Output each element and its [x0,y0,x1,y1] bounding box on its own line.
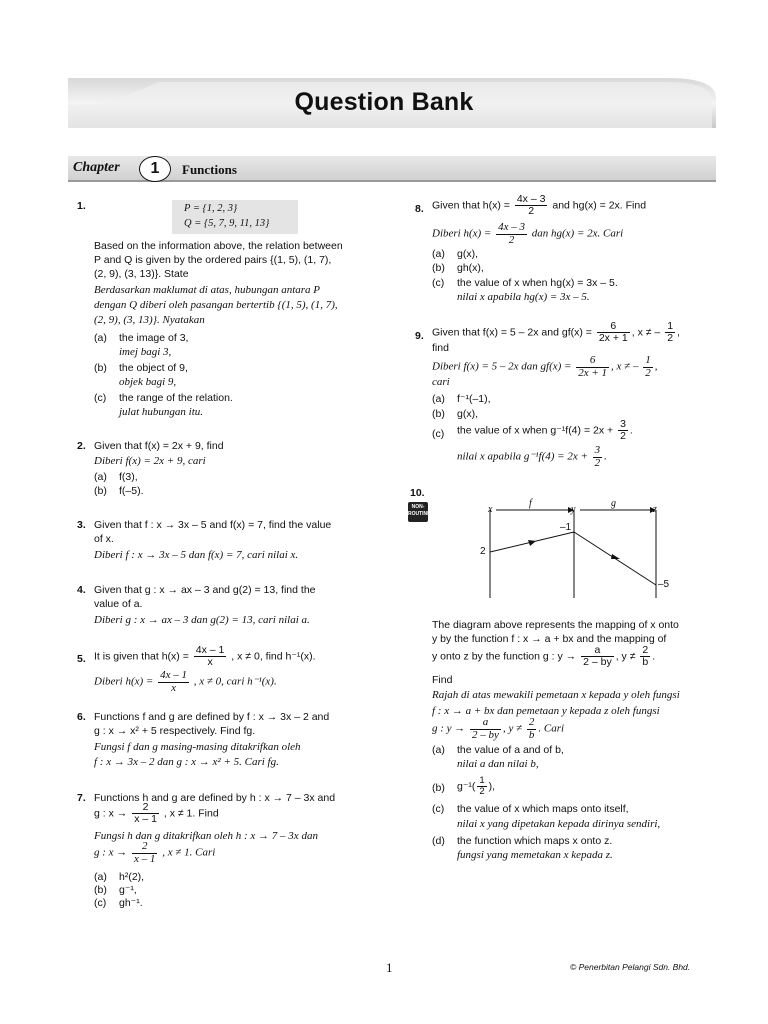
q1-text: (2, 9), (3, 13)}. State [94,268,189,280]
fraction-denominator: 2 [620,430,626,443]
part-label: (b) [432,782,445,794]
chapter-number: 1 [139,156,171,182]
part-text: g⁻¹, [119,884,137,896]
q10-text-ms: f : x → a + bx dan pemetaan y kepada z oleh fungsi [432,705,660,717]
q7-text-ms: Fungsi h dan g ditakrifkan oleh h : x → 7 – 3x dan [94,830,318,842]
fraction-numerator: 1 [645,354,651,366]
diagram-label-g: g [611,498,616,509]
diagram-label-x: x [488,504,493,515]
q10-ms-mid: , y ≠ [502,722,523,735]
part-ms-post: . [604,450,607,463]
mapping-diagram [470,496,690,602]
page-title: Question Bank [294,88,474,116]
question-number: 5. [77,653,86,665]
part-label: (b) [94,362,107,374]
q6-text-ms: Fungsi f dan g masing-masing ditakrifkan oleh [94,741,301,753]
part-text: h²(2), [119,871,145,883]
part-text-pre: g⁻¹( [457,780,476,793]
fraction [194,645,227,668]
part-text-pre: the value of x when g⁻¹f(4) = 2x + [457,424,614,437]
part-text-ms: nilai x apabila hg(x) = 3x – 5. [457,291,590,303]
q7-text: Functions h and g are defined by h : x → 7 – 3x and [94,792,336,804]
q1-text-ms: (2, 9), (3, 13)}. Nyatakan [94,314,205,326]
q4-text: Given that g : x → ax – 3 and g(2) = 13, find the [94,584,316,596]
q7-ms-post: , x ≠ 1. Cari [162,846,216,859]
q10-text: y by the function f : x → a + bx and the mapping of [432,633,667,645]
q8-text-ms [432,222,623,246]
part-text-post: . [629,424,633,437]
fraction [618,419,628,442]
q8-text-post: and hg(x) = 2x. Find [552,199,647,212]
fraction-denominator: b [528,728,535,741]
part-text-ms: fungsi yang memetakan x kepada z. [457,849,613,861]
q2-text-ms: Diberi f(x) = 2x + 9, cari [94,455,206,467]
fraction-denominator: b [642,656,649,669]
part-text [457,419,633,442]
q8-ms-post: dan hg(x) = 2x. Cari [531,227,624,240]
fraction-numerator: 2 [528,716,535,728]
q8-text [432,194,646,217]
part-text: the value of x when hg(x) = 3x – 5. [457,277,618,289]
part-text: g(x), [457,248,478,260]
q3-text-ms: Diberi f : x → 3x – 5 dan f(x) = 7, cari nilai x. [94,549,299,561]
q4-text: value of a. [94,598,143,610]
part-text-post: ), [488,780,496,793]
fraction-numerator: 4x – 1 [195,644,225,656]
fraction-numerator: 4x – 3 [516,193,546,205]
part-label: (b) [94,884,107,896]
q5-text [94,645,316,668]
q9-text-post: , [677,326,680,339]
q7-text-post: , x ≠ 1. Find [163,807,219,820]
q10-text-mid: , y ≠ [615,650,636,663]
fraction-numerator: 1 [667,320,674,332]
question-number: 7. [77,792,86,804]
part-text-ms [457,445,607,469]
question-number: 4. [77,584,86,596]
set-q: Q = {5, 7, 9, 11, 13} [184,218,270,229]
fraction [593,445,603,469]
part-text-ms: nilai x yang dipetakan kepada dirinya sendiri, [457,818,661,830]
q5-text-ms [94,670,277,694]
part-text: the image of 3, [119,332,189,344]
part-text: gh(x), [457,262,484,274]
diagram-value-2: 2 [480,546,486,557]
diagram-label-f: f [529,498,532,509]
q3-text: of x. [94,533,114,545]
q5-text-pre: It is given that h(x) = [94,650,189,663]
fraction-denominator: 2 [645,366,651,379]
part-text: the range of the relation. [119,392,233,404]
fraction-denominator: 2 – by [583,656,612,669]
q5-ms-post: , x ≠ 0, cari h⁻¹(x). [193,675,277,688]
part-label: (c) [94,392,107,404]
fraction-denominator: 2x + 1 [598,332,628,345]
question-number: 9. [415,330,424,342]
part-label: (a) [94,471,107,483]
q9-ms-pre: Diberi f(x) = 5 – 2x dan gf(x) = [432,360,572,373]
q9-text-pre: Given that f(x) = 5 – 2x and gf(x) = [432,326,592,339]
q9-text [432,321,680,344]
question-number: 8. [415,203,424,215]
fraction [515,194,548,217]
fraction-denominator: 2x + 1 [578,366,608,379]
diagram-value-minus5: –5 [658,579,670,590]
fraction-denominator: 2 [508,233,515,246]
q10-text-ms: Rajah di atas mewakili pemetaan x kepada y oleh fungsi [432,689,680,701]
q9-text: find [432,342,449,354]
q7-text [94,802,219,825]
fraction [132,841,157,865]
fraction-numerator: 2 [132,841,157,854]
fraction-denominator: 2 – by [472,728,499,741]
fraction-numerator: 4x – 1 [160,669,187,681]
q1-text-ms: dengan Q diberi oleh pasangan bertertib {(1, 5), (1, 7), [94,299,338,311]
fraction [643,355,653,379]
part-label: (c) [432,803,445,815]
part-text: the function which maps x onto z. [457,835,613,847]
fraction-denominator: 2 [667,332,674,345]
q3-text: Given that f : x → 3x – 5 and f(x) = 7, find the value [94,519,332,531]
fraction [665,321,675,344]
fraction-denominator: x – 1 [134,852,156,865]
fraction [470,717,501,741]
q10-ms-post: . Cari [538,722,565,735]
part-text: g(x), [457,408,478,420]
part-label: (a) [94,871,107,883]
q9-text-mid: , x ≠ – [631,326,661,339]
fraction [640,645,650,668]
fraction-denominator: x [207,656,213,669]
q1-text-ms: Berdasarkan maklumat di atas, hubungan antara P [94,284,320,296]
q10-text: The diagram above represents the mapping of x onto [432,619,679,631]
q1-text: P and Q is given by the ordered pairs {(1, 5), (1, 7), [94,254,332,266]
fraction [597,321,630,344]
part-label: (b) [94,485,107,497]
fraction [477,776,486,797]
fraction-denominator: x – 1 [134,813,157,826]
q10-text-post: . [652,650,656,663]
part-label: (a) [432,248,445,260]
question-number: 1. [77,200,86,212]
page-number: 1 [386,960,393,975]
q9-text-ms: cari [432,376,450,388]
q8-ms-pre: Diberi h(x) = [432,227,492,240]
fraction [576,355,609,379]
part-text-ms: julat hubungan itu. [119,406,204,418]
set-p: P = {1, 2, 3} [184,203,238,214]
fraction-numerator: 6 [597,321,630,333]
q6-text: g : x → x² + 5 respectively. Find fg. [94,725,256,737]
fraction [496,222,527,246]
fraction-numerator: 1 [479,775,485,786]
part-text: f(3), [119,471,138,483]
q4-text-ms: Diberi g : x → ax – 3 dan g(2) = 13, cari nilai a. [94,614,310,626]
part-text: gh⁻¹. [119,897,143,909]
fraction-denominator: x [171,681,176,694]
part-label: (c) [432,277,445,289]
part-text: the value of x which maps onto itself, [457,803,629,815]
q7-text-ms [94,841,215,865]
fraction-numerator: a [581,645,614,657]
fraction-numerator: 3 [594,444,601,456]
diagram-label-y: y [571,504,576,515]
part-label: (a) [432,393,445,405]
fraction-numerator: a [470,717,501,730]
q10-text [432,645,655,668]
part-text: f(–5). [119,485,144,497]
part-ms-pre: nilai x apabila g⁻¹f(4) = 2x + [457,450,588,463]
q10-text-ms [432,717,564,741]
part-label: (b) [432,408,445,420]
part-text: the value of a and of b, [457,744,564,756]
q1-text: Based on the information above, the relation between [94,240,343,252]
part-label: (b) [432,262,445,274]
fraction [527,717,537,741]
q9-ms-post: , [654,360,658,373]
part-text [457,776,495,797]
fraction [581,645,614,668]
part-label: (d) [432,835,445,847]
question-number: 3. [77,519,86,531]
fraction-numerator: 3 [620,418,626,430]
part-text-ms: nilai a dan nilai b, [457,758,539,770]
part-label: (c) [94,897,107,909]
q10-ms-pre: g : y → [432,722,466,735]
q9-text-ms [432,355,657,379]
chapter-label: Chapter [73,160,120,175]
q2-text: Given that f(x) = 2x + 9, find [94,440,224,452]
q6-text: Functions f and g are defined by f : x → 3x – 2 and [94,711,330,723]
fraction-numerator: 6 [576,355,609,368]
part-text-ms: objek bagi 9, [119,376,177,388]
part-text-ms: imej bagi 3, [119,346,172,358]
q9-ms-mid: , x ≠ – [611,360,639,373]
fraction-numerator: 2 [642,644,649,656]
part-label: (a) [432,744,445,756]
part-label: (c) [432,428,445,440]
fraction-numerator: 4x – 3 [498,221,525,233]
question-number: 10. [410,487,425,499]
question-number: 6. [77,711,86,723]
q5-ms-pre: Diberi h(x) = [94,675,154,688]
part-text: the object of 9, [119,362,188,374]
copyright: © Penerbitan Pelangi Sdn. Bhd. [570,962,691,972]
part-text: f⁻¹(–1), [457,393,491,405]
q10-text-pre: y onto z by the function g : y → [432,650,577,663]
q10-text: Find [432,674,453,686]
fraction [158,670,189,694]
fraction-denominator: 2 [479,785,485,797]
fraction-denominator: 2 [594,456,601,469]
q5-text-post: , x ≠ 0, find h⁻¹(x). [231,650,316,663]
fraction-denominator: 2 [528,205,535,218]
chapter-name: Functions [182,162,237,177]
fraction [132,802,159,825]
diagram-value-minus1: –1 [560,522,572,533]
fraction-numerator: 2 [132,802,159,814]
q6-text-ms: f : x → 3x – 2 dan g : x → x² + 5. Cari fg. [94,756,279,768]
non-routine-badge: NON-ROUTINE [408,502,428,522]
question-number: 2. [77,440,86,452]
q7-text-pre: g : x → [94,807,128,820]
diagram-label-z: z [653,504,657,515]
q8-text-pre: Given that h(x) = [432,199,510,212]
q7-ms-pre: g : x → [94,846,128,859]
part-label: (a) [94,332,107,344]
